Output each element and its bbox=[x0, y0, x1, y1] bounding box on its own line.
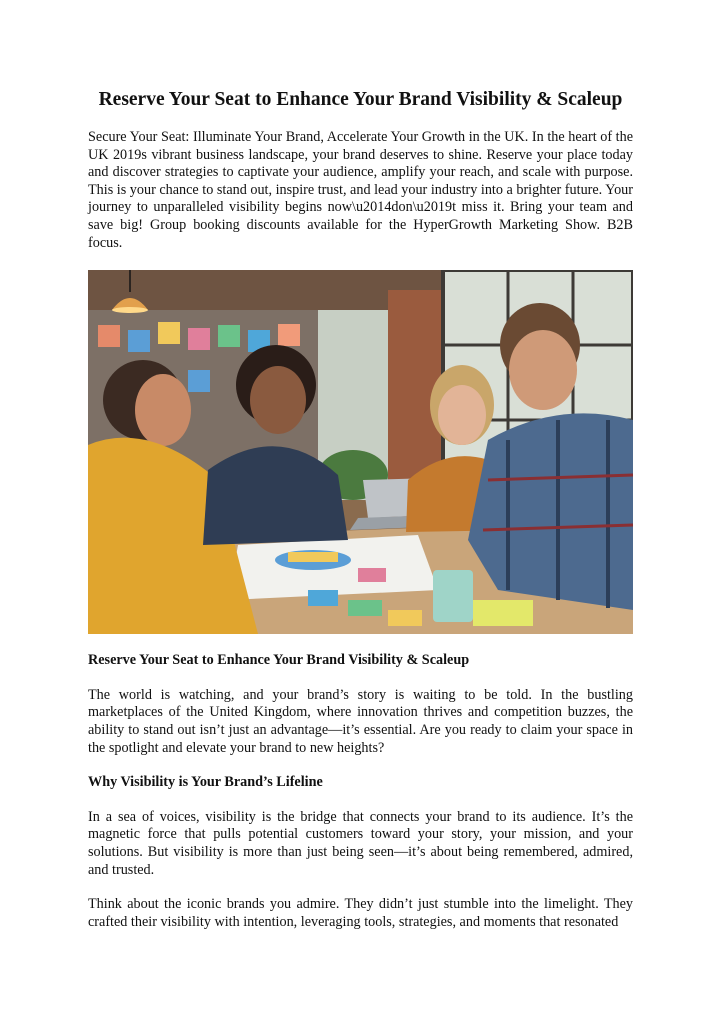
team-meeting-photo bbox=[88, 270, 633, 634]
paragraph-2: In a sea of voices, visibility is the bridge that connects your brand to its audience. It’s the magnetic force that pulls potential customers toward your story, your mission, and your solutions. But visibility is more than just being seen—it’s about being remembered, admired, and trusted. bbox=[88, 808, 633, 878]
paragraph-3: Think about the iconic brands you admire. They didn’t just stumble into the limelight. They crafted their visibility with intention, leveraging tools, strategies, and moments that resonated bbox=[88, 896, 633, 930]
document-page bbox=[88, 88, 633, 931]
document-title: Reserve Your Seat to Enhance Your Brand Visibility & Scaleup bbox=[98, 89, 623, 110]
intro-paragraph: Secure Your Seat: Illuminate Your Brand, Accelerate Your Growth in the UK. In the heart of the UK 2019s vibrant business landscape, your brand deserves to shine. Reserve your place today and discover strategies to captivate your audience, amplify your reach, and scale with purpose. This is your chance to stand out, inspire trust, and lead your industry into a brighter future. Your journey to unparalleled visibility begins now\u2014don\u2019t miss it. Bring your team and save big! Group booking discounts available for the HyperGrowth Marketing Show. B2B focus. bbox=[88, 129, 633, 251]
subheading-visibility: Why Visibility is Your Brand’s Lifeline bbox=[88, 774, 323, 791]
paragraph-1: The world is watching, and your brand’s story is waiting to be told. In the bustling marketplaces of the United Kingdom, where innovation thrives and competition buzzes, the ability to stand out isn’t just an advantage—it’s essential. Are you ready to claim your space in the spotlight and elevate your brand to new heights? bbox=[88, 686, 633, 756]
section-heading: Reserve Your Seat to Enhance Your Brand Visibility & Scaleup bbox=[88, 652, 470, 669]
